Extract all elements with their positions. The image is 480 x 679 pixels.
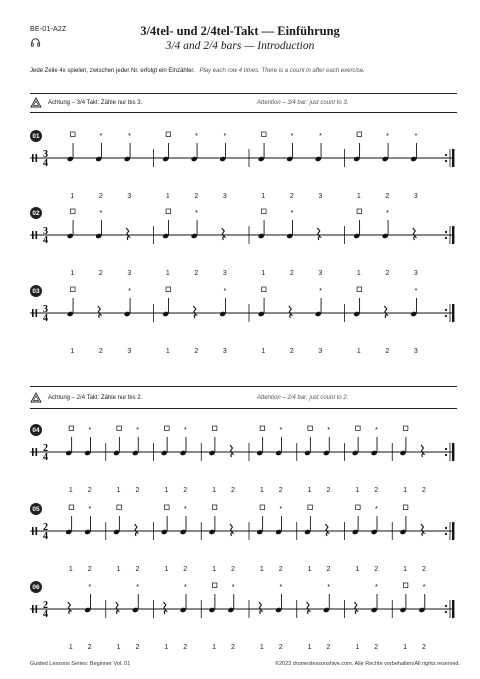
repeat-bar-thick (452, 149, 454, 167)
square-marker (71, 287, 76, 292)
count-label: 1 (261, 270, 266, 277)
count-label: 2 (231, 644, 235, 651)
exercise-number: 03 (30, 285, 42, 297)
divider (30, 408, 457, 409)
instructions (30, 68, 365, 74)
count-label: 3 (127, 270, 132, 277)
repeat-dot (445, 611, 447, 613)
quarter-rest (384, 306, 387, 318)
exercise-staff (30, 280, 457, 340)
count-label: 1 (259, 487, 264, 494)
section-note-de: Achtung – 2/4 Takt: Zähle nur bis 2. (48, 395, 143, 401)
count-label: 2 (194, 348, 199, 355)
count-label: 1 (307, 644, 312, 651)
count-label: 3 (318, 348, 323, 355)
page-title: 3/4tel- und 2/4tel-Takt — Einführung (140, 24, 340, 38)
section-note-de: Achtung – 3/4 Takt: Zähle nur bis 3. (48, 100, 143, 106)
square-marker (262, 132, 267, 137)
repeat-bar-thick (452, 226, 454, 244)
exercise-staff (30, 419, 457, 479)
repeat-dot (445, 448, 447, 450)
asterisk-marker: * (88, 506, 92, 513)
asterisk-marker: * (184, 506, 187, 513)
quarter-rest (126, 228, 129, 240)
count-label: 2 (326, 644, 331, 651)
count-label: 2 (374, 487, 379, 494)
count-label: 1 (164, 566, 169, 573)
divider (30, 112, 457, 113)
asterisk-marker: * (195, 133, 198, 140)
square-marker (166, 287, 171, 292)
count-label: 3 (413, 348, 418, 355)
time-signature-bottom: 4 (43, 158, 48, 169)
time-signature-top: 2 (43, 600, 48, 611)
quarter-rest (116, 602, 119, 614)
asterisk-marker: * (414, 288, 418, 295)
count-label: 2 (231, 566, 235, 573)
quarter-rest (134, 524, 137, 536)
divider (30, 386, 457, 387)
asterisk-marker: * (231, 584, 235, 591)
count-label: 1 (403, 487, 408, 494)
square-marker (165, 426, 170, 431)
asterisk-marker: * (99, 210, 103, 217)
count-label: 1 (307, 566, 312, 573)
count-label: 2 (385, 348, 390, 355)
repeat-dot (445, 605, 447, 607)
count-label: 3 (222, 270, 227, 277)
count-label: 2 (231, 487, 235, 494)
count-label: 1 (212, 644, 217, 651)
time-signature-bottom: 4 (43, 313, 48, 324)
repeat-dot (445, 231, 447, 233)
square-marker (166, 132, 171, 137)
repeat-dot (445, 315, 447, 317)
count-label: 1 (68, 644, 73, 651)
count-label: 2 (183, 644, 188, 651)
repeat-dot (445, 527, 447, 529)
square-marker (403, 426, 408, 431)
asterisk-marker: * (279, 506, 283, 513)
count-label: 3 (127, 193, 132, 200)
quarter-rest (307, 602, 310, 614)
asterisk-marker: * (195, 210, 198, 217)
exercise-number: 02 (30, 207, 42, 219)
count-label: 1 (261, 193, 266, 200)
asterisk-marker: * (290, 210, 294, 217)
square-marker (308, 426, 313, 431)
quarter-rest (222, 228, 225, 240)
square-marker (308, 505, 313, 510)
asterisk-marker: * (375, 506, 378, 513)
asterisk-marker: * (136, 427, 139, 434)
asterisk-marker: * (386, 210, 389, 217)
quarter-rest (413, 228, 416, 240)
repeat-dot (445, 533, 447, 535)
count-label: 2 (385, 270, 390, 277)
footer-series: Guided Lessons Series: Beginner Vol. 01 (30, 661, 131, 667)
time-signature-bottom: 4 (43, 609, 48, 620)
count-label: 1 (356, 193, 361, 200)
square-marker (356, 505, 361, 510)
section-header-1 (30, 97, 457, 109)
count-label: 1 (259, 566, 264, 573)
quarter-rest (259, 602, 262, 614)
instructions-de: Jede Zeile 4x spielen, zwischen jeder Nr. erfolgt ein Einzähler. (30, 68, 195, 74)
footer-copyright: ©2023 drumeslessonshive.com. Alle Rechte vorbehalten/All rights reserved. (274, 661, 460, 667)
count-label: 1 (261, 348, 266, 355)
square-marker (166, 209, 171, 214)
time-signature-bottom: 4 (43, 531, 48, 542)
count-label: 3 (318, 270, 323, 277)
asterisk-marker: * (279, 584, 283, 591)
count-label: 3 (222, 348, 227, 355)
count-label: 2 (135, 487, 140, 494)
count-label: 3 (413, 193, 418, 200)
document-code: BE-01-A2Z (30, 26, 67, 33)
count-label: 1 (212, 566, 217, 573)
asterisk-marker: * (422, 584, 426, 591)
quarter-rest (193, 306, 196, 318)
square-marker (117, 426, 122, 431)
count-label: 1 (164, 644, 169, 651)
count-label: 1 (116, 487, 121, 494)
page-subtitle: 3/4 and 2/4 bars — Introduction (165, 40, 315, 52)
quarter-rest (163, 602, 166, 614)
count-label: 1 (70, 348, 75, 355)
asterisk-marker: * (99, 133, 103, 140)
count-label: 2 (278, 566, 283, 573)
asterisk-marker: * (279, 427, 283, 434)
asterisk-marker: * (290, 133, 294, 140)
section-note-en: Attention – 2/4 bar: just count to 2. (257, 395, 349, 401)
repeat-bar-thick (452, 304, 454, 322)
count-label: 1 (116, 644, 121, 651)
quarter-rest (68, 602, 71, 614)
count-label: 1 (165, 193, 170, 200)
section-note-en: Attention – 3/4 bar: just count to 3. (257, 100, 349, 106)
count-label: 2 (98, 270, 103, 277)
asterisk-marker: * (184, 427, 187, 434)
count-label: 1 (355, 566, 360, 573)
square-marker (212, 583, 217, 588)
square-marker (212, 505, 217, 510)
count-label: 2 (385, 193, 390, 200)
count-label: 3 (413, 270, 418, 277)
square-marker (357, 287, 362, 292)
warning-triangle-icon (30, 392, 42, 403)
asterisk-marker: * (386, 133, 389, 140)
count-label: 1 (403, 644, 408, 651)
section-header-2 (30, 392, 457, 404)
asterisk-marker: * (88, 584, 92, 591)
square-marker (262, 287, 267, 292)
count-label: 3 (222, 193, 227, 200)
repeat-dot (445, 454, 447, 456)
count-label: 2 (87, 644, 92, 651)
repeat-bar-thick (452, 522, 454, 540)
square-marker (357, 209, 362, 214)
quarter-rest (98, 306, 101, 318)
square-marker (69, 505, 74, 510)
repeat-dot (445, 154, 447, 156)
repeat-dot (445, 237, 447, 239)
exercise-staff (30, 576, 457, 636)
square-marker (260, 505, 265, 510)
count-label: 2 (183, 487, 188, 494)
square-marker (165, 505, 170, 510)
square-marker (212, 426, 217, 431)
count-label: 1 (165, 348, 170, 355)
count-label: 2 (422, 566, 426, 573)
asterisk-marker: * (375, 584, 378, 591)
count-label: 2 (374, 566, 379, 573)
asterisk-marker: * (319, 288, 322, 295)
count-label: 2 (194, 270, 199, 277)
square-marker (356, 426, 361, 431)
count-label: 2 (87, 566, 92, 573)
asterisk-marker: * (184, 584, 187, 591)
count-label: 1 (116, 566, 121, 573)
count-label: 2 (135, 644, 140, 651)
count-label: 1 (164, 487, 169, 494)
repeat-bar-thick (452, 600, 454, 618)
count-label: 3 (318, 193, 323, 200)
count-label: 2 (326, 566, 331, 573)
count-label: 1 (259, 644, 264, 651)
square-marker (403, 583, 408, 588)
quarter-rest (317, 228, 320, 240)
square-marker (69, 426, 74, 431)
quarter-rest (354, 602, 357, 614)
divider (30, 93, 457, 94)
asterisk-marker: * (375, 427, 378, 434)
count-label: 2 (289, 193, 294, 200)
asterisk-marker: * (327, 427, 330, 434)
count-label: 2 (422, 487, 426, 494)
asterisk-marker: * (327, 584, 330, 591)
count-label: 1 (356, 348, 361, 355)
square-marker (403, 505, 408, 510)
quarter-rest (289, 306, 292, 318)
count-label: 2 (326, 487, 331, 494)
count-label: 1 (68, 566, 73, 573)
instructions-en: Play each row 4 times. There is a count in after each exercise. (199, 68, 365, 74)
asterisk-marker: * (319, 133, 322, 140)
time-signature-top: 2 (43, 522, 48, 533)
square-marker (357, 132, 362, 137)
count-label: 2 (98, 193, 103, 200)
count-label: 1 (355, 487, 360, 494)
square-marker (262, 209, 267, 214)
quarter-rest (230, 445, 233, 457)
exercise-number: 04 (30, 424, 42, 436)
asterisk-marker: * (223, 288, 227, 295)
quarter-rest (421, 445, 424, 457)
count-label: 2 (183, 566, 188, 573)
count-label: 1 (68, 487, 73, 494)
time-signature-bottom: 4 (43, 452, 48, 463)
exercise-staff (30, 202, 457, 262)
quarter-rest (325, 524, 328, 536)
count-label: 1 (70, 193, 75, 200)
square-marker (117, 505, 122, 510)
square-marker (71, 209, 76, 214)
count-label: 1 (212, 487, 217, 494)
count-label: 2 (278, 644, 283, 651)
count-label: 2 (98, 348, 103, 355)
time-signature-top: 3 (43, 226, 48, 237)
time-signature-top: 3 (43, 149, 48, 160)
time-signature-bottom: 4 (43, 235, 48, 246)
count-label: 1 (403, 566, 408, 573)
count-label: 2 (289, 270, 294, 277)
count-label: 2 (289, 348, 294, 355)
asterisk-marker: * (223, 133, 227, 140)
count-label: 1 (165, 270, 170, 277)
count-label: 2 (374, 644, 379, 651)
repeat-bar-thick (452, 443, 454, 461)
exercise-number: 06 (30, 581, 42, 593)
asterisk-marker: * (128, 133, 131, 140)
repeat-dot (445, 309, 447, 311)
count-label: 2 (194, 193, 199, 200)
quarter-rest (421, 524, 424, 536)
repeat-dot (445, 160, 447, 162)
asterisk-marker: * (88, 427, 92, 434)
count-label: 2 (422, 644, 426, 651)
quarter-rest (230, 524, 233, 536)
count-label: 1 (307, 487, 312, 494)
count-label: 2 (135, 566, 140, 573)
square-marker (71, 132, 76, 137)
warning-triangle-icon (30, 97, 42, 108)
exercise-number: 01 (30, 130, 42, 142)
square-marker (260, 426, 265, 431)
asterisk-marker: * (136, 584, 139, 591)
exercise-staff (30, 125, 457, 185)
count-label: 1 (356, 270, 361, 277)
count-label: 1 (355, 644, 360, 651)
count-label: 3 (127, 348, 132, 355)
count-label: 2 (87, 487, 92, 494)
time-signature-top: 2 (43, 443, 48, 454)
time-signature-top: 3 (43, 304, 48, 315)
count-label: 2 (278, 487, 283, 494)
exercise-staff (30, 498, 457, 558)
count-label: 1 (70, 270, 75, 277)
asterisk-marker: * (414, 133, 418, 140)
exercise-number: 05 (30, 503, 42, 515)
asterisk-marker: * (128, 288, 131, 295)
